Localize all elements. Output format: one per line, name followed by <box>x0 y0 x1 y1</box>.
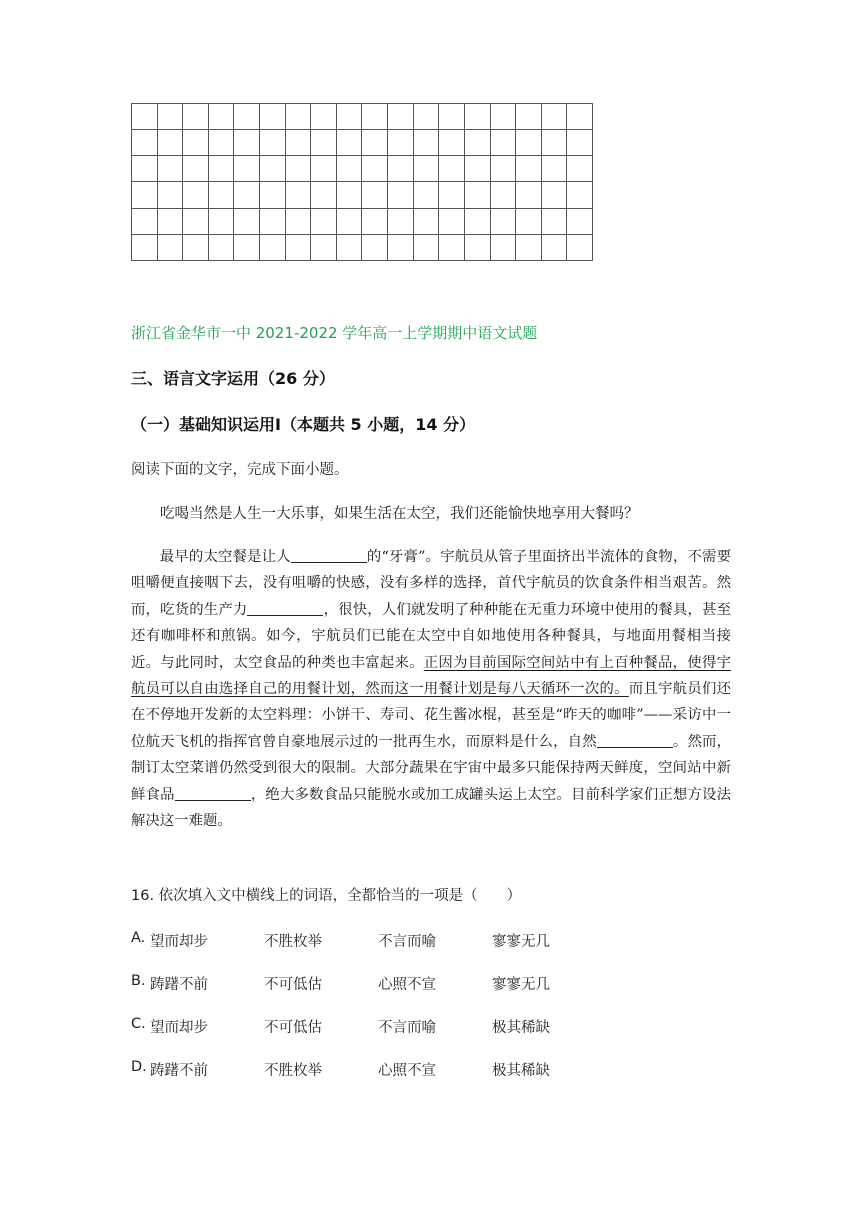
grid-cell <box>362 156 388 182</box>
passage-text: 。然而，制订太空菜谱仍然受到很大的限制。大部分蔬果在宇宙中最多只能保持两天鲜度，空间站中新鲜食品 <box>131 733 731 803</box>
option-word: 望而却步 <box>150 1020 208 1036</box>
option-word: 望而却步 <box>150 934 208 950</box>
grid-cell <box>183 130 209 156</box>
grid-cell <box>439 130 465 156</box>
grid-cell <box>337 235 363 261</box>
option-c[interactable] <box>131 1016 731 1036</box>
grid-cell <box>567 209 593 235</box>
grid-cell <box>465 235 491 261</box>
grid-cell <box>414 235 440 261</box>
grid-cell <box>542 182 568 208</box>
grid-cell <box>132 156 158 182</box>
grid-cell <box>209 235 235 261</box>
grid-cell <box>286 182 312 208</box>
grid-cell <box>234 209 260 235</box>
option-d[interactable] <box>131 1059 731 1079</box>
grid-cell <box>311 182 337 208</box>
option-key: C. <box>131 1016 146 1032</box>
grid-cell <box>362 182 388 208</box>
grid-cell <box>311 235 337 261</box>
grid-cell <box>362 209 388 235</box>
grid-cell <box>183 235 209 261</box>
underlined-sentence: 正因为目前国际空间站中有上百种餐品，使得宇航员可以自由选择自己的用餐计划，然而这一用餐计划是每八天循环一次的。 <box>131 654 731 698</box>
option-word: 极其稀缺 <box>492 1063 550 1079</box>
passage-text: 最早的太空餐是让人 <box>159 549 291 565</box>
grid-cell <box>311 209 337 235</box>
grid-cell <box>362 235 388 261</box>
passage-paragraph-1: 吃喝当然是人生一大乐事，如果生活在太空，我们还能愉快地享用大餐吗？ <box>160 506 639 522</box>
option-key: A. <box>131 930 146 946</box>
grid-cell <box>542 104 568 130</box>
grid-cell <box>234 235 260 261</box>
question-text: 依次填入文中横线上的词语，全都恰当的一项是（ ） <box>158 888 522 904</box>
grid-cell <box>516 130 542 156</box>
grid-cell <box>311 104 337 130</box>
reading-instruction: 阅读下面的文字，完成下面小题。 <box>131 462 349 478</box>
grid-cell <box>388 209 414 235</box>
option-word: 不胜枚举 <box>264 934 322 950</box>
grid-cell <box>209 130 235 156</box>
source-title: 浙江省金华市一中 2021-2022 学年高一上学期期中语文试题 <box>131 324 538 342</box>
passage-text: 而且宇航员们还在不停地开发新的太空料理：小饼干、寿司、花生酱冰棍，甚至是“昨天的咖啡”——采访中一位航天飞机的指挥官曾自豪地展示过的一批再生水，而原料是什么，自然 <box>131 681 731 750</box>
grid-cell <box>158 156 184 182</box>
grid-cell <box>465 156 491 182</box>
grid-cell <box>439 209 465 235</box>
grid-cell <box>414 130 440 156</box>
grid-cell <box>388 104 414 130</box>
option-word: 踌躇不前 <box>150 977 208 993</box>
grid-cell <box>209 182 235 208</box>
grid-cell <box>491 209 517 235</box>
grid-cell <box>414 209 440 235</box>
grid-cell <box>260 182 286 208</box>
grid-cell <box>439 182 465 208</box>
grid-cell <box>491 104 517 130</box>
grid-cell <box>158 235 184 261</box>
grid-cell <box>260 209 286 235</box>
grid-cell <box>209 104 235 130</box>
passage-text: 的“牙膏”。宇航员从管子里面挤出半流体的食物，不需要咀嚼便直接咽下去，没有咀嚼的快感，没有多样的选择，首代宇航员的饮食条件相当艰苦。然而，吃货的生产力 <box>131 549 731 618</box>
option-key: B. <box>131 973 146 989</box>
grid-cell <box>491 182 517 208</box>
grid-cell <box>234 104 260 130</box>
grid-cell <box>311 156 337 182</box>
grid-cell <box>465 182 491 208</box>
option-word: 不言而喻 <box>378 934 436 950</box>
grid-cell <box>542 209 568 235</box>
grid-cell <box>132 209 158 235</box>
option-word: 寥寥无几 <box>492 977 550 993</box>
grid-cell <box>491 156 517 182</box>
grid-cell <box>286 104 312 130</box>
grid-cell <box>260 130 286 156</box>
grid-cell <box>516 209 542 235</box>
grid-cell <box>337 156 363 182</box>
grid-cell <box>465 130 491 156</box>
grid-cell <box>465 209 491 235</box>
grid-cell <box>260 235 286 261</box>
passage-paragraph-2 <box>131 544 731 834</box>
grid-cell <box>491 130 517 156</box>
grid-cell <box>542 130 568 156</box>
grid-cell <box>286 235 312 261</box>
fill-blank-3 <box>597 732 673 747</box>
option-word: 寥寥无几 <box>492 934 550 950</box>
grid-cell <box>260 156 286 182</box>
grid-cell <box>234 156 260 182</box>
option-word: 心照不宣 <box>378 977 436 993</box>
fill-blank-2 <box>247 600 323 615</box>
passage-text: ，绝大多数食品只能脱水或加工成罐头运上太空。目前科学家们正想方设法解决这一难题。 <box>131 786 731 830</box>
grid-cell <box>209 156 235 182</box>
option-b[interactable] <box>131 973 731 993</box>
grid-cell <box>337 104 363 130</box>
option-word: 不可低估 <box>264 1020 322 1036</box>
grid-cell <box>516 156 542 182</box>
question-number: 16. <box>131 888 155 904</box>
grid-cell <box>158 104 184 130</box>
grid-cell <box>311 130 337 156</box>
section-heading: 三、语言文字运用（26 分） <box>131 369 335 388</box>
grid-cell <box>260 104 286 130</box>
grid-cell <box>516 182 542 208</box>
grid-cell <box>516 104 542 130</box>
subsection-heading: （一）基础知识运用Ⅰ（本题共 5 小题，14 分） <box>131 415 476 434</box>
grid-cell <box>183 104 209 130</box>
option-a[interactable] <box>131 930 731 950</box>
answer-grid <box>131 103 593 261</box>
grid-cell <box>567 104 593 130</box>
grid-cell <box>567 130 593 156</box>
grid-cell <box>234 130 260 156</box>
grid-cell <box>337 182 363 208</box>
grid-cell <box>439 104 465 130</box>
grid-cell <box>337 130 363 156</box>
grid-cell <box>234 182 260 208</box>
grid-cell <box>286 209 312 235</box>
grid-cell <box>388 182 414 208</box>
grid-cell <box>362 104 388 130</box>
grid-cell <box>491 235 517 261</box>
grid-cell <box>516 235 542 261</box>
fill-blank-1 <box>291 548 367 563</box>
fill-blank-4 <box>175 785 251 800</box>
grid-cell <box>414 182 440 208</box>
grid-cell <box>132 235 158 261</box>
grid-cell <box>542 235 568 261</box>
question-16 <box>131 884 521 905</box>
grid-cell <box>388 235 414 261</box>
grid-cell <box>183 182 209 208</box>
grid-cell <box>158 130 184 156</box>
grid-cell <box>286 130 312 156</box>
option-word: 心照不宣 <box>378 1063 436 1079</box>
grid-cell <box>183 209 209 235</box>
grid-cell <box>388 130 414 156</box>
grid-cell <box>567 156 593 182</box>
passage-text: ，很快，人们就发明了种种能在无重力环境中使用的餐具，甚至还有咖啡杯和煎锅。如今，宇航员们已能在太空中自如地使用各种餐具，与地面用餐相当接近。与此同时，太空食品的种类也丰富起来。 <box>131 601 731 671</box>
grid-cell <box>567 182 593 208</box>
grid-cell <box>414 104 440 130</box>
grid-cell <box>158 182 184 208</box>
grid-cell <box>209 209 235 235</box>
option-word: 不可低估 <box>264 977 322 993</box>
grid-cell <box>286 156 312 182</box>
grid-cell <box>337 209 363 235</box>
grid-cell <box>362 130 388 156</box>
grid-cell <box>158 209 184 235</box>
grid-cell <box>132 104 158 130</box>
grid-cell <box>567 235 593 261</box>
option-word: 极其稀缺 <box>492 1020 550 1036</box>
grid-cell <box>183 156 209 182</box>
option-key: D. <box>131 1059 147 1075</box>
option-word: 踌躇不前 <box>150 1063 208 1079</box>
grid-cell <box>439 235 465 261</box>
option-word: 不言而喻 <box>378 1020 436 1036</box>
grid-cell <box>542 156 568 182</box>
grid-cell <box>388 156 414 182</box>
grid-cell <box>439 156 465 182</box>
grid-cell <box>132 182 158 208</box>
option-word: 不胜枚举 <box>264 1063 322 1079</box>
grid-cell <box>414 156 440 182</box>
grid-cell <box>132 130 158 156</box>
grid-cell <box>465 104 491 130</box>
